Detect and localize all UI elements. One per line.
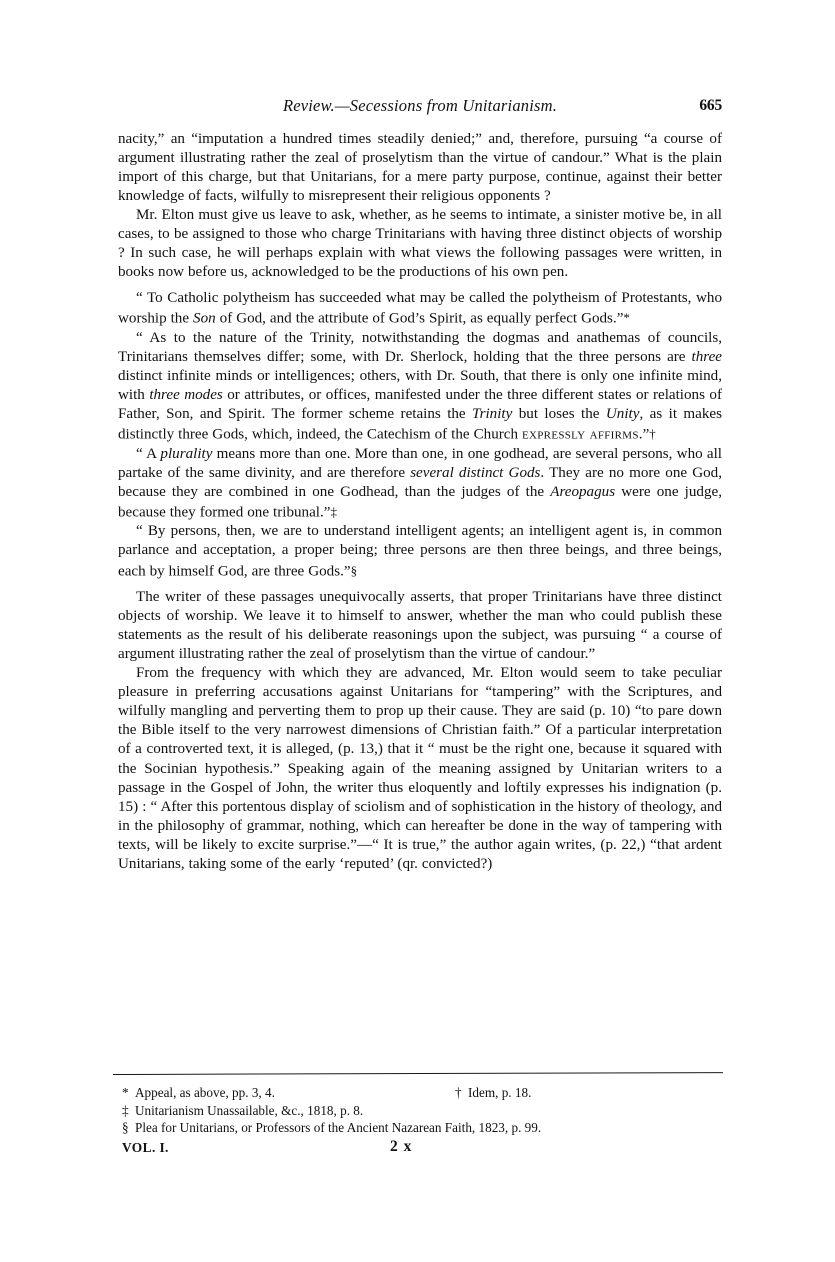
footnote-text: Appeal, as above, pp. 3, 4. bbox=[135, 1085, 275, 1100]
small-caps-emphasis: expressly affirms bbox=[522, 426, 639, 443]
text-run: “ To Catholic polytheism has succeeded what may be called the polytheism of Protestants, who worship the bbox=[118, 290, 722, 327]
paragraph: The writer of these passages unequivocally asserts, that proper Trinitarians have three distinct objects of worship. We leave it to himself to answer, whether the man who could publish these statements as the result of his deliberate reasonings upon the subject, was pursuing “ a course of argument illustrating rather the zeal of proselytism than the virtue of candour.” bbox=[118, 589, 722, 663]
emphasis: three bbox=[691, 349, 722, 366]
footnote-item bbox=[455, 1084, 531, 1102]
page-content bbox=[118, 96, 722, 874]
emphasis: plurality bbox=[160, 445, 213, 462]
footnote-symbol: † bbox=[455, 1085, 462, 1100]
footnote-reference-mark: ‡ bbox=[330, 503, 337, 519]
emphasis: Trinity bbox=[472, 406, 513, 423]
footnote-reference-mark: * bbox=[623, 310, 630, 326]
footnote-item bbox=[122, 1102, 732, 1120]
body-text bbox=[118, 130, 722, 874]
footnote-item bbox=[122, 1084, 732, 1102]
quoted-extract bbox=[118, 289, 722, 329]
paragraph: From the frequency with which they are advanced, Mr. Elton would seem to take peculiar pleasure in preferring accusations against Unitarians for “tampering” with the Scriptures, and wilfully mangling and perverting them to prop up their cause. They are said (p. 10) “to pare down the Bible itself to the very narrowest dimensions of Christian faith.” Of a particular interpretation of a controverted text, it is alleged, (p. 13,) that it “ must be the right one, because it squared with the Socinian hypothesis.” Speaking again of the meaning assigned by Unitarian writers to a passage in the Gospel of John, the writer thus eloquently and loftily expresses his indignation (p. 15) : “ After this portentous display of sciolism and of sophistication in the history of theology, and in the philosophy of grammar, nothing, which can hereafter be done in the way of tampering with texts, will be likely to excite surprise.”—“ It is true,” the author again writes, (p. 22,) “that ardent Unitarians, taking some of the early ‘reputed’ (qr. convicted?) bbox=[118, 665, 722, 872]
volume-label: VOL. I. bbox=[122, 1140, 169, 1155]
text-run: or attributes, or offices, manifested under the three different states or relations of Father, Son, and Spirit. The former scheme retains the bbox=[118, 387, 722, 423]
footnotes bbox=[122, 1084, 732, 1137]
footnote-text: Unitarianism Unassailable, &c., 1818, p. 8. bbox=[135, 1102, 364, 1118]
footnote-item bbox=[122, 1119, 732, 1137]
quoted-extract bbox=[118, 445, 722, 523]
emphasis: Son bbox=[193, 310, 216, 327]
spacer bbox=[118, 581, 722, 588]
text-run: , as it makes distinctly three Gods, which, indeed, the Catechism of the Church bbox=[118, 406, 722, 443]
running-head bbox=[118, 96, 722, 126]
paragraph: Mr. Elton must give us leave to ask, whether, as he seems to intimate, a sinister motive be, in all cases, to be assigned to those who charge Trinitarians with having three distinct objects of worship ? In such case, he will perhaps explain with what views the following passages were written, in books now before us, acknowledged to be the productions of his own pen. bbox=[118, 207, 722, 281]
footnote-reference-mark: † bbox=[649, 426, 656, 442]
quoted-extract bbox=[118, 522, 722, 581]
footnote-reference-mark: § bbox=[350, 562, 358, 578]
paragraph-continued: nacity,” an “imputation a hundred times steadily denied;” and, therefore, pursuing “a course of argument illustrating rather the zeal of proselytism than the virtue of candour.” What is the plain import of this charge, but that Unitarians, for a mere party purpose, continue, against their better knowledge of facts, wilfully to misrepresent their religious opponents ? bbox=[118, 131, 722, 205]
text-run: “ A bbox=[136, 445, 161, 462]
running-head-title: Review.—Secessions from Unitarianism. bbox=[282, 96, 558, 115]
footnote-rule bbox=[113, 1072, 723, 1075]
spacer bbox=[118, 282, 722, 289]
text-run: distinct infinite minds or intelligences; others, with Dr. South, that there is only one infinite mind, with bbox=[118, 368, 722, 404]
emphasis: several distinct Gods bbox=[410, 464, 541, 481]
emphasis: Areopagus bbox=[550, 483, 616, 500]
text-run: . They are no more one God, because they are combined in one Godhead, than the judges of the bbox=[118, 464, 723, 500]
signature-line bbox=[122, 1140, 732, 1160]
page-number: 665 bbox=[699, 97, 722, 114]
footnote-symbol: * bbox=[122, 1085, 129, 1100]
footnote-text: Plea for Unitarians, or Professors of the Ancient Nazarean Faith, 1823, p. 99. bbox=[135, 1120, 542, 1136]
footnote-symbol: § bbox=[122, 1120, 129, 1136]
text-run: but loses the bbox=[512, 406, 606, 423]
text-run: were one judge, because they formed one tribunal.” bbox=[118, 483, 722, 521]
text-run: “ As to the nature of the Trinity, notwithstanding the dogmas and anathemas of councils, Trinitarians themselves differ; some, with Dr. Sherlock, holding that the three persons are bbox=[118, 329, 722, 366]
text-run: means more than one. More than one, in one godhead, are several persons, who all partake of the same divinity, and are therefore bbox=[118, 445, 722, 481]
text-run: “ By persons, then, we are to understand intelligent agents; an intelligent agent is, in common parlance and acceptation, a proper being; three persons are then three beings, and three beings, each by himself God, are three Gods.” bbox=[118, 523, 722, 580]
quoted-extract bbox=[118, 329, 722, 445]
text-run: .” bbox=[638, 426, 650, 443]
footnote-text: Idem, p. 18. bbox=[468, 1085, 532, 1100]
emphasis: Unity bbox=[605, 406, 640, 423]
signature-mark: 2 x bbox=[390, 1138, 413, 1155]
footnote-symbol: ‡ bbox=[122, 1102, 129, 1118]
text-run: of God, and the attribute of God’s Spirit, as equally perfect Gods.” bbox=[215, 310, 624, 327]
emphasis: three modes bbox=[149, 387, 223, 404]
